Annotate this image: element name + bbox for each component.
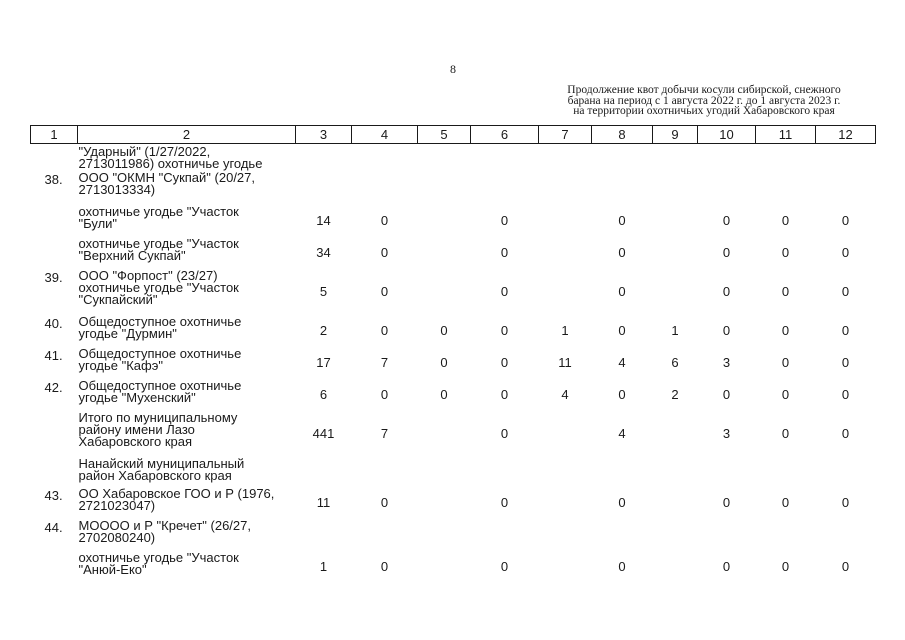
quota-value-col-8: 0 [618, 322, 626, 338]
quota-value-col-4 [352, 456, 418, 486]
quota-value-col-10: 0 [722, 558, 731, 574]
quota-value-col-12: 0 [841, 386, 850, 402]
quota-value-col-9 [653, 456, 698, 486]
quota-value-col-7 [539, 236, 592, 268]
quota-value-col-7 [539, 170, 592, 204]
table-row [31, 346, 876, 378]
name-line: Общедоступное охотничье [78, 314, 242, 329]
quota-value-col-7 [539, 550, 592, 582]
table-row [31, 550, 876, 582]
quota-value-col-9 [653, 236, 698, 268]
table-heading [520, 85, 888, 117]
quota-value-col-5 [418, 410, 471, 456]
column-header: 3 [296, 126, 352, 144]
quota-value-col-4: 0 [380, 386, 389, 402]
name-lines [79, 456, 296, 482]
row-number: 38. [44, 172, 63, 187]
column-header: 10 [698, 126, 756, 144]
name-lines [79, 410, 296, 448]
name-line: Итого по муниципальному [78, 410, 238, 425]
name-line: ОО Хабаровское ГОО и Р (1976, [78, 486, 275, 501]
quota-value-col-10: 0 [722, 494, 731, 510]
column-header: 6 [471, 126, 539, 144]
quota-value-col-7 [539, 518, 592, 550]
quota-value-col-12 [816, 170, 876, 204]
quota-value-col-4: 0 [380, 283, 389, 299]
table-row [31, 268, 876, 314]
hunting-ground-name [78, 170, 296, 204]
quota-value-col-11 [756, 456, 816, 486]
quota-value-col-8: 4 [618, 354, 626, 370]
quota-value-col-6: 0 [500, 283, 509, 299]
name-line: охотничье угодье "Участок [78, 236, 239, 251]
row-number: 39. [44, 270, 63, 285]
quota-value-col-9 [653, 204, 698, 236]
quota-table [30, 125, 876, 582]
quota-value-col-10: 0 [722, 322, 731, 338]
row-number: 43. [44, 488, 63, 503]
row-number: 44. [44, 520, 63, 535]
column-header: 12 [816, 126, 876, 144]
quota-value-col-12 [816, 518, 876, 550]
quota-value-col-3: 6 [319, 386, 328, 402]
quota-value-col-12: 0 [841, 494, 850, 510]
quota-value-col-5 [418, 204, 471, 236]
row-number [31, 550, 78, 582]
table-row [31, 518, 876, 550]
row-number: 40. [44, 316, 63, 331]
quota-value-col-11 [756, 518, 816, 550]
table-row [31, 144, 876, 171]
name-line: 2713011986) охотничье угодье [78, 156, 263, 171]
quota-value-col-3: 441 [312, 425, 335, 441]
quota-value-col-6: 0 [500, 558, 509, 574]
name-line: "Були" [78, 216, 118, 231]
quota-value-col-4 [352, 144, 418, 171]
name-line: охотничье угодье "Участок [78, 280, 239, 295]
quota-value-col-12: 0 [841, 283, 850, 299]
quota-value-col-12: 0 [841, 244, 850, 260]
quota-value-col-7 [539, 410, 592, 456]
quota-value-col-8: 0 [618, 244, 626, 260]
quota-value-col-3: 2 [319, 322, 328, 338]
quota-value-col-9 [653, 518, 698, 550]
quota-value-col-5 [418, 486, 471, 518]
quota-value-col-5 [418, 236, 471, 268]
quota-value-col-11 [756, 170, 816, 204]
name-line: Хабаровского края [78, 434, 193, 449]
quota-value-col-10 [698, 144, 756, 171]
quota-value-col-3 [296, 456, 352, 486]
quota-value-col-6: 0 [500, 494, 509, 510]
quota-value-col-9: 1 [671, 322, 679, 338]
column-header: 2 [78, 126, 296, 144]
quota-value-col-3 [296, 170, 352, 204]
quota-value-col-10: 0 [722, 386, 731, 402]
column-header: 9 [653, 126, 698, 144]
quota-value-col-3: 14 [316, 212, 331, 228]
quota-value-col-4: 7 [380, 354, 389, 370]
quota-value-col-12: 0 [841, 425, 850, 441]
table-row [31, 204, 876, 236]
quota-value-col-3: 5 [319, 283, 328, 299]
quota-value-col-11 [756, 144, 816, 171]
name-line: угодье "Кафэ" [78, 358, 163, 373]
quota-value-col-7 [539, 144, 592, 171]
quota-value-col-10: 3 [722, 354, 731, 370]
quota-value-col-8: 0 [618, 558, 626, 574]
quota-value-col-12: 0 [841, 558, 850, 574]
name-lines [79, 346, 296, 372]
table-row [31, 378, 876, 410]
name-lines [79, 144, 296, 170]
name-line: 2702080240) [78, 530, 156, 545]
quota-value-col-5 [418, 550, 471, 582]
quota-value-col-8: 0 [618, 494, 626, 510]
quota-value-col-7: 11 [558, 354, 572, 370]
column-header: 5 [418, 126, 471, 144]
quota-value-col-9: 2 [671, 386, 679, 402]
quota-value-col-5 [418, 456, 471, 486]
hunting-ground-name [78, 518, 296, 550]
quota-value-col-10: 0 [722, 212, 731, 228]
name-lines [79, 518, 296, 544]
row-number [31, 144, 78, 171]
quota-value-col-4 [352, 518, 418, 550]
table-row [31, 486, 876, 518]
quota-value-col-9 [653, 268, 698, 314]
page-number: 8 [450, 62, 456, 76]
name-lines [79, 314, 296, 340]
column-header: 4 [352, 126, 418, 144]
hunting-ground-name [78, 378, 296, 410]
quota-value-col-5: 0 [440, 322, 448, 338]
quota-value-col-5 [418, 518, 471, 550]
column-header: 7 [539, 126, 592, 144]
name-lines [79, 236, 296, 262]
hunting-ground-name [78, 236, 296, 268]
name-line: МОООО и Р "Кречет" (26/27, [78, 518, 251, 533]
hunting-ground-name [78, 204, 296, 236]
quota-value-col-5: 0 [440, 386, 448, 402]
table-row [31, 236, 876, 268]
table-row [31, 314, 876, 346]
quota-value-col-3: 34 [316, 244, 331, 260]
row-number [31, 236, 78, 268]
name-line: 2713013334) [78, 182, 156, 197]
quota-value-col-12 [816, 144, 876, 171]
quota-value-col-4: 0 [380, 558, 389, 574]
hunting-ground-name [78, 486, 296, 518]
quota-value-col-10 [698, 456, 756, 486]
name-lines [79, 268, 296, 306]
quota-value-col-7 [539, 486, 592, 518]
quota-value-col-8 [592, 144, 653, 171]
quota-value-col-8: 0 [618, 212, 626, 228]
name-line: Общедоступное охотничье [78, 378, 242, 393]
table-body [31, 144, 876, 583]
quota-value-col-6: 0 [500, 354, 509, 370]
quota-value-col-11: 0 [781, 244, 790, 260]
name-line: угодье "Дурмин" [78, 326, 177, 341]
column-header: 8 [592, 126, 653, 144]
quota-value-col-3: 11 [316, 494, 331, 510]
table-row [31, 410, 876, 456]
quota-value-col-9 [653, 550, 698, 582]
quota-value-col-8: 0 [618, 386, 626, 402]
row-number [31, 410, 78, 456]
quota-value-col-4: 0 [380, 494, 389, 510]
row-number [31, 456, 78, 486]
name-lines [79, 550, 296, 576]
quota-value-col-6 [471, 170, 539, 204]
name-line: охотничье угодье "Участок [78, 204, 239, 219]
hunting-ground-name [78, 410, 296, 456]
column-header: 1 [31, 126, 78, 144]
quota-value-col-11: 0 [781, 283, 790, 299]
quota-value-col-4: 0 [380, 322, 389, 338]
hunting-ground-name [78, 550, 296, 582]
quota-value-col-8 [592, 456, 653, 486]
quota-value-col-7: 4 [561, 386, 569, 402]
name-lines [79, 204, 296, 230]
quota-value-col-12: 0 [841, 354, 850, 370]
quota-value-col-10: 0 [722, 244, 731, 260]
name-line: "Сукпайский" [78, 292, 158, 307]
name-line: Нанайский муниципальный [78, 456, 245, 471]
quota-value-col-8: 4 [618, 425, 626, 441]
quota-value-col-9 [653, 410, 698, 456]
quota-value-col-3: 1 [319, 558, 328, 574]
quota-value-col-9 [653, 486, 698, 518]
name-line: район Хабаровского края [78, 468, 232, 483]
name-line: ООО "Форпост" (23/27) [78, 268, 218, 283]
name-line: "Верхний Сукпай" [78, 248, 186, 263]
quota-value-col-11: 0 [781, 354, 790, 370]
quota-value-col-10: 0 [722, 283, 731, 299]
row-number [31, 204, 78, 236]
hunting-ground-name [78, 456, 296, 486]
quota-value-col-5 [418, 268, 471, 314]
quota-value-col-9 [653, 144, 698, 171]
hunting-ground-name [78, 268, 296, 314]
quota-value-col-8: 0 [618, 283, 626, 299]
row-number: 42. [44, 380, 63, 395]
quota-value-col-6: 0 [500, 322, 509, 338]
table-row [31, 170, 876, 204]
quota-value-col-4: 7 [380, 425, 389, 441]
quota-value-col-12: 0 [841, 212, 850, 228]
quota-value-col-8 [592, 170, 653, 204]
quota-value-col-6: 0 [500, 212, 509, 228]
name-line: "Анюй-Еко" [78, 562, 147, 577]
heading-line: барана на период с 1 августа 2022 г. до 1 августа 2023 г. [567, 94, 841, 107]
quota-value-col-7 [539, 204, 592, 236]
quota-value-col-7 [539, 456, 592, 486]
name-lines [79, 378, 296, 404]
name-line: Общедоступное охотничье [78, 346, 242, 361]
quota-value-col-3: 17 [316, 354, 331, 370]
quota-value-col-6 [471, 144, 539, 171]
quota-value-col-10 [698, 518, 756, 550]
heading-line: Продолжение квот добычи косули сибирской, снежного [567, 84, 841, 96]
row-number: 41. [44, 348, 63, 363]
name-line: охотничье угодье "Участок [78, 550, 239, 565]
quota-value-col-12 [816, 456, 876, 486]
name-lines [79, 170, 296, 196]
quota-value-col-9 [653, 170, 698, 204]
quota-value-col-4: 0 [380, 244, 389, 260]
quota-value-col-5: 0 [440, 354, 448, 370]
quota-value-col-7 [539, 268, 592, 314]
quota-value-col-6: 0 [500, 425, 509, 441]
column-number-header [31, 126, 876, 144]
quota-value-col-6: 0 [500, 244, 509, 260]
quota-value-col-11: 0 [781, 212, 790, 228]
heading-line: на территории охотничьих угодий Хабаровского края [573, 105, 835, 117]
quota-value-col-11: 0 [781, 425, 790, 441]
name-line: "Ударный" (1/27/2022, [78, 144, 211, 159]
quota-value-col-11: 0 [781, 494, 790, 510]
quota-value-col-4 [352, 170, 418, 204]
hunting-ground-name [78, 144, 296, 171]
hunting-ground-name [78, 314, 296, 346]
name-lines [79, 486, 296, 512]
quota-value-col-3 [296, 144, 352, 171]
table-row [31, 456, 876, 486]
quota-value-col-4: 0 [380, 212, 389, 228]
quota-value-col-7: 1 [561, 322, 569, 338]
quota-value-col-5 [418, 144, 471, 171]
quota-value-col-8 [592, 518, 653, 550]
name-line: угодье "Мухенский" [78, 390, 196, 405]
quota-value-col-11: 0 [781, 322, 790, 338]
quota-value-col-11: 0 [781, 386, 790, 402]
quota-value-col-10 [698, 170, 756, 204]
name-line: району имени Лазо [78, 422, 195, 437]
quota-value-col-5 [418, 170, 471, 204]
quota-value-col-9: 6 [671, 354, 679, 370]
hunting-ground-name [78, 346, 296, 378]
quota-value-col-10: 3 [722, 425, 731, 441]
quota-value-col-6 [471, 456, 539, 486]
quota-value-col-3 [296, 518, 352, 550]
quota-value-col-6: 0 [500, 386, 509, 402]
quota-value-col-11: 0 [781, 558, 790, 574]
column-header: 11 [756, 126, 816, 144]
name-line: ООО "ОКМН "Сукпай" (20/27, [78, 170, 255, 185]
quota-value-col-12: 0 [841, 322, 850, 338]
quota-value-col-6 [471, 518, 539, 550]
name-line: 2721023047) [78, 498, 156, 513]
